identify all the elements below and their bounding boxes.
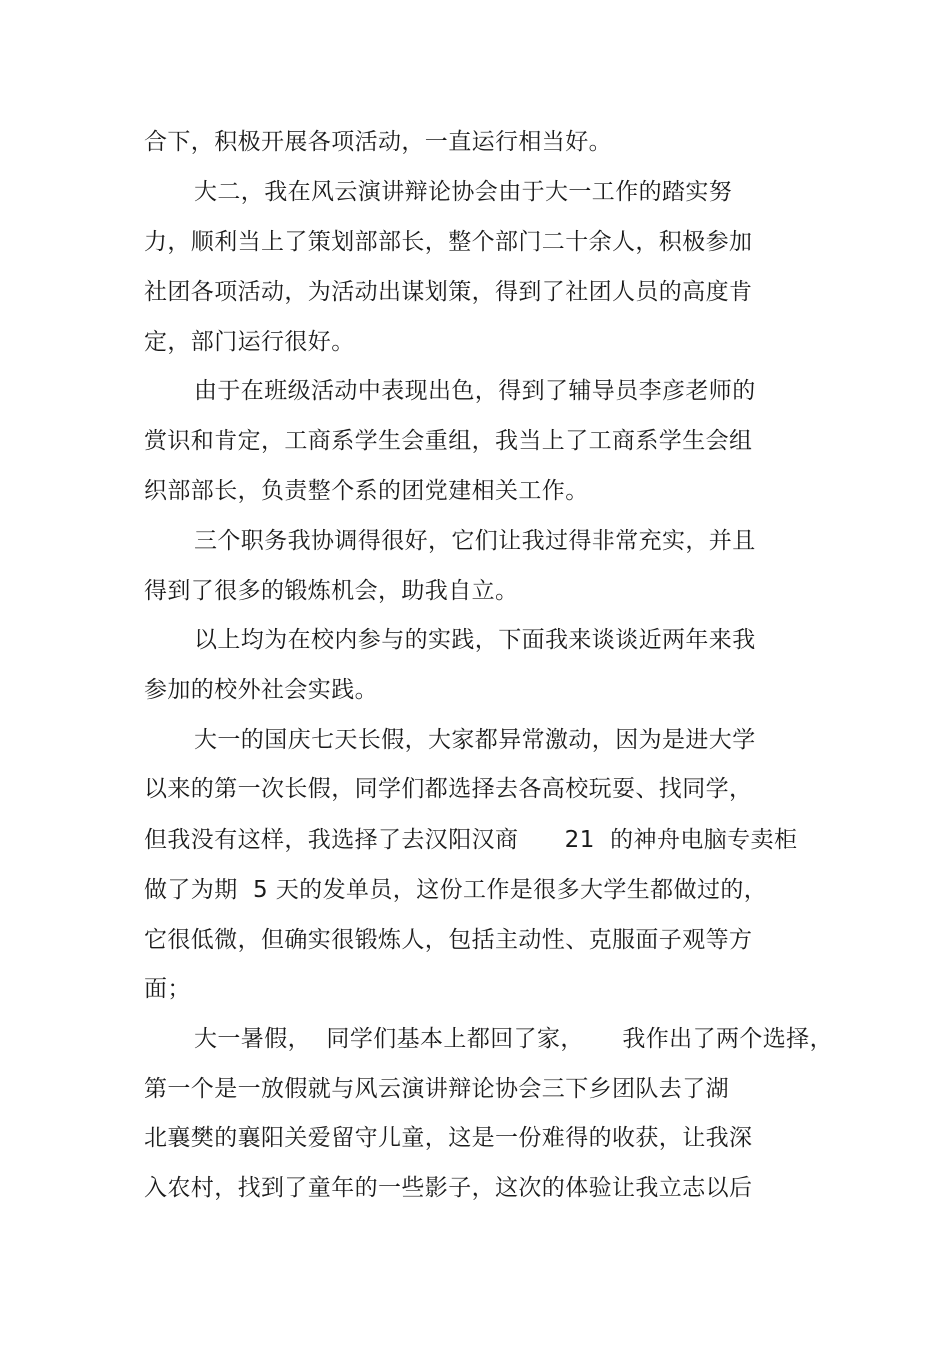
text-line: 做了为期 5 天的发单员，这份工作是很多大学生都做过的， <box>144 877 768 903</box>
text-line: 参加的校外社会实践。 <box>144 677 378 703</box>
paragraph-start-line: 三个职务我协调得很好，它们让我过得非常充实，并且 <box>194 528 756 554</box>
text-line: 织部部长，负责整个系的团党建相关工作。 <box>144 478 589 504</box>
paragraph-start-line: 大二，我在风云演讲辩论协会由于大一工作的踏实努 <box>194 179 733 205</box>
text-line: 第一个是一放假就与风云演讲辩论协会三下乡团队去了湖 <box>144 1076 729 1102</box>
text-line: 它很低微，但确实很锻炼人，包括主动性、克服面子观等方 <box>144 927 753 953</box>
text-line: 社团各项活动，为活动出谋划策，得到了社团人员的高度肯 <box>144 279 753 305</box>
paragraph-start-line: 大一的国庆七天长假，大家都异常激动，因为是进大学 <box>194 727 756 753</box>
text-line: 合下，积极开展各项活动，一直运行相当好。 <box>144 129 612 155</box>
text-line: 北襄樊的襄阳关爱留守儿童，这是一份难得的收获，让我深 <box>144 1125 753 1151</box>
text-line: 得到了很多的锻炼机会，助我自立。 <box>144 578 519 604</box>
text-line: 定，部门运行很好。 <box>144 329 355 355</box>
text-line: 力，顺利当上了策划部部长，整个部门二十余人，积极参加 <box>144 229 753 255</box>
text-line: 面； <box>144 976 191 1002</box>
text-line: 以来的第一次长假，同学们都选择去各高校玩耍、找同学， <box>144 776 753 802</box>
text-line: 入农村，找到了童年的一些影子，这次的体验让我立志以后 <box>144 1175 753 1201</box>
paragraph-start-line: 由于在班级活动中表现出色，得到了辅导员李彦老师的 <box>194 378 756 404</box>
text-line: 但我没有这样，我选择了去汉阳汉商 21 的神舟电脑专卖柜 <box>144 827 798 853</box>
paragraph-start-line: 以上均为在校内参与的实践，下面我来谈谈近两年来我 <box>194 627 756 653</box>
text-line: 赏识和肯定，工商系学生会重组，我当上了工商系学生会组 <box>144 428 753 454</box>
paragraph-start-line: 大一暑假， 同学们基本上都回了家， 我作出了两个选择， <box>194 1026 833 1052</box>
